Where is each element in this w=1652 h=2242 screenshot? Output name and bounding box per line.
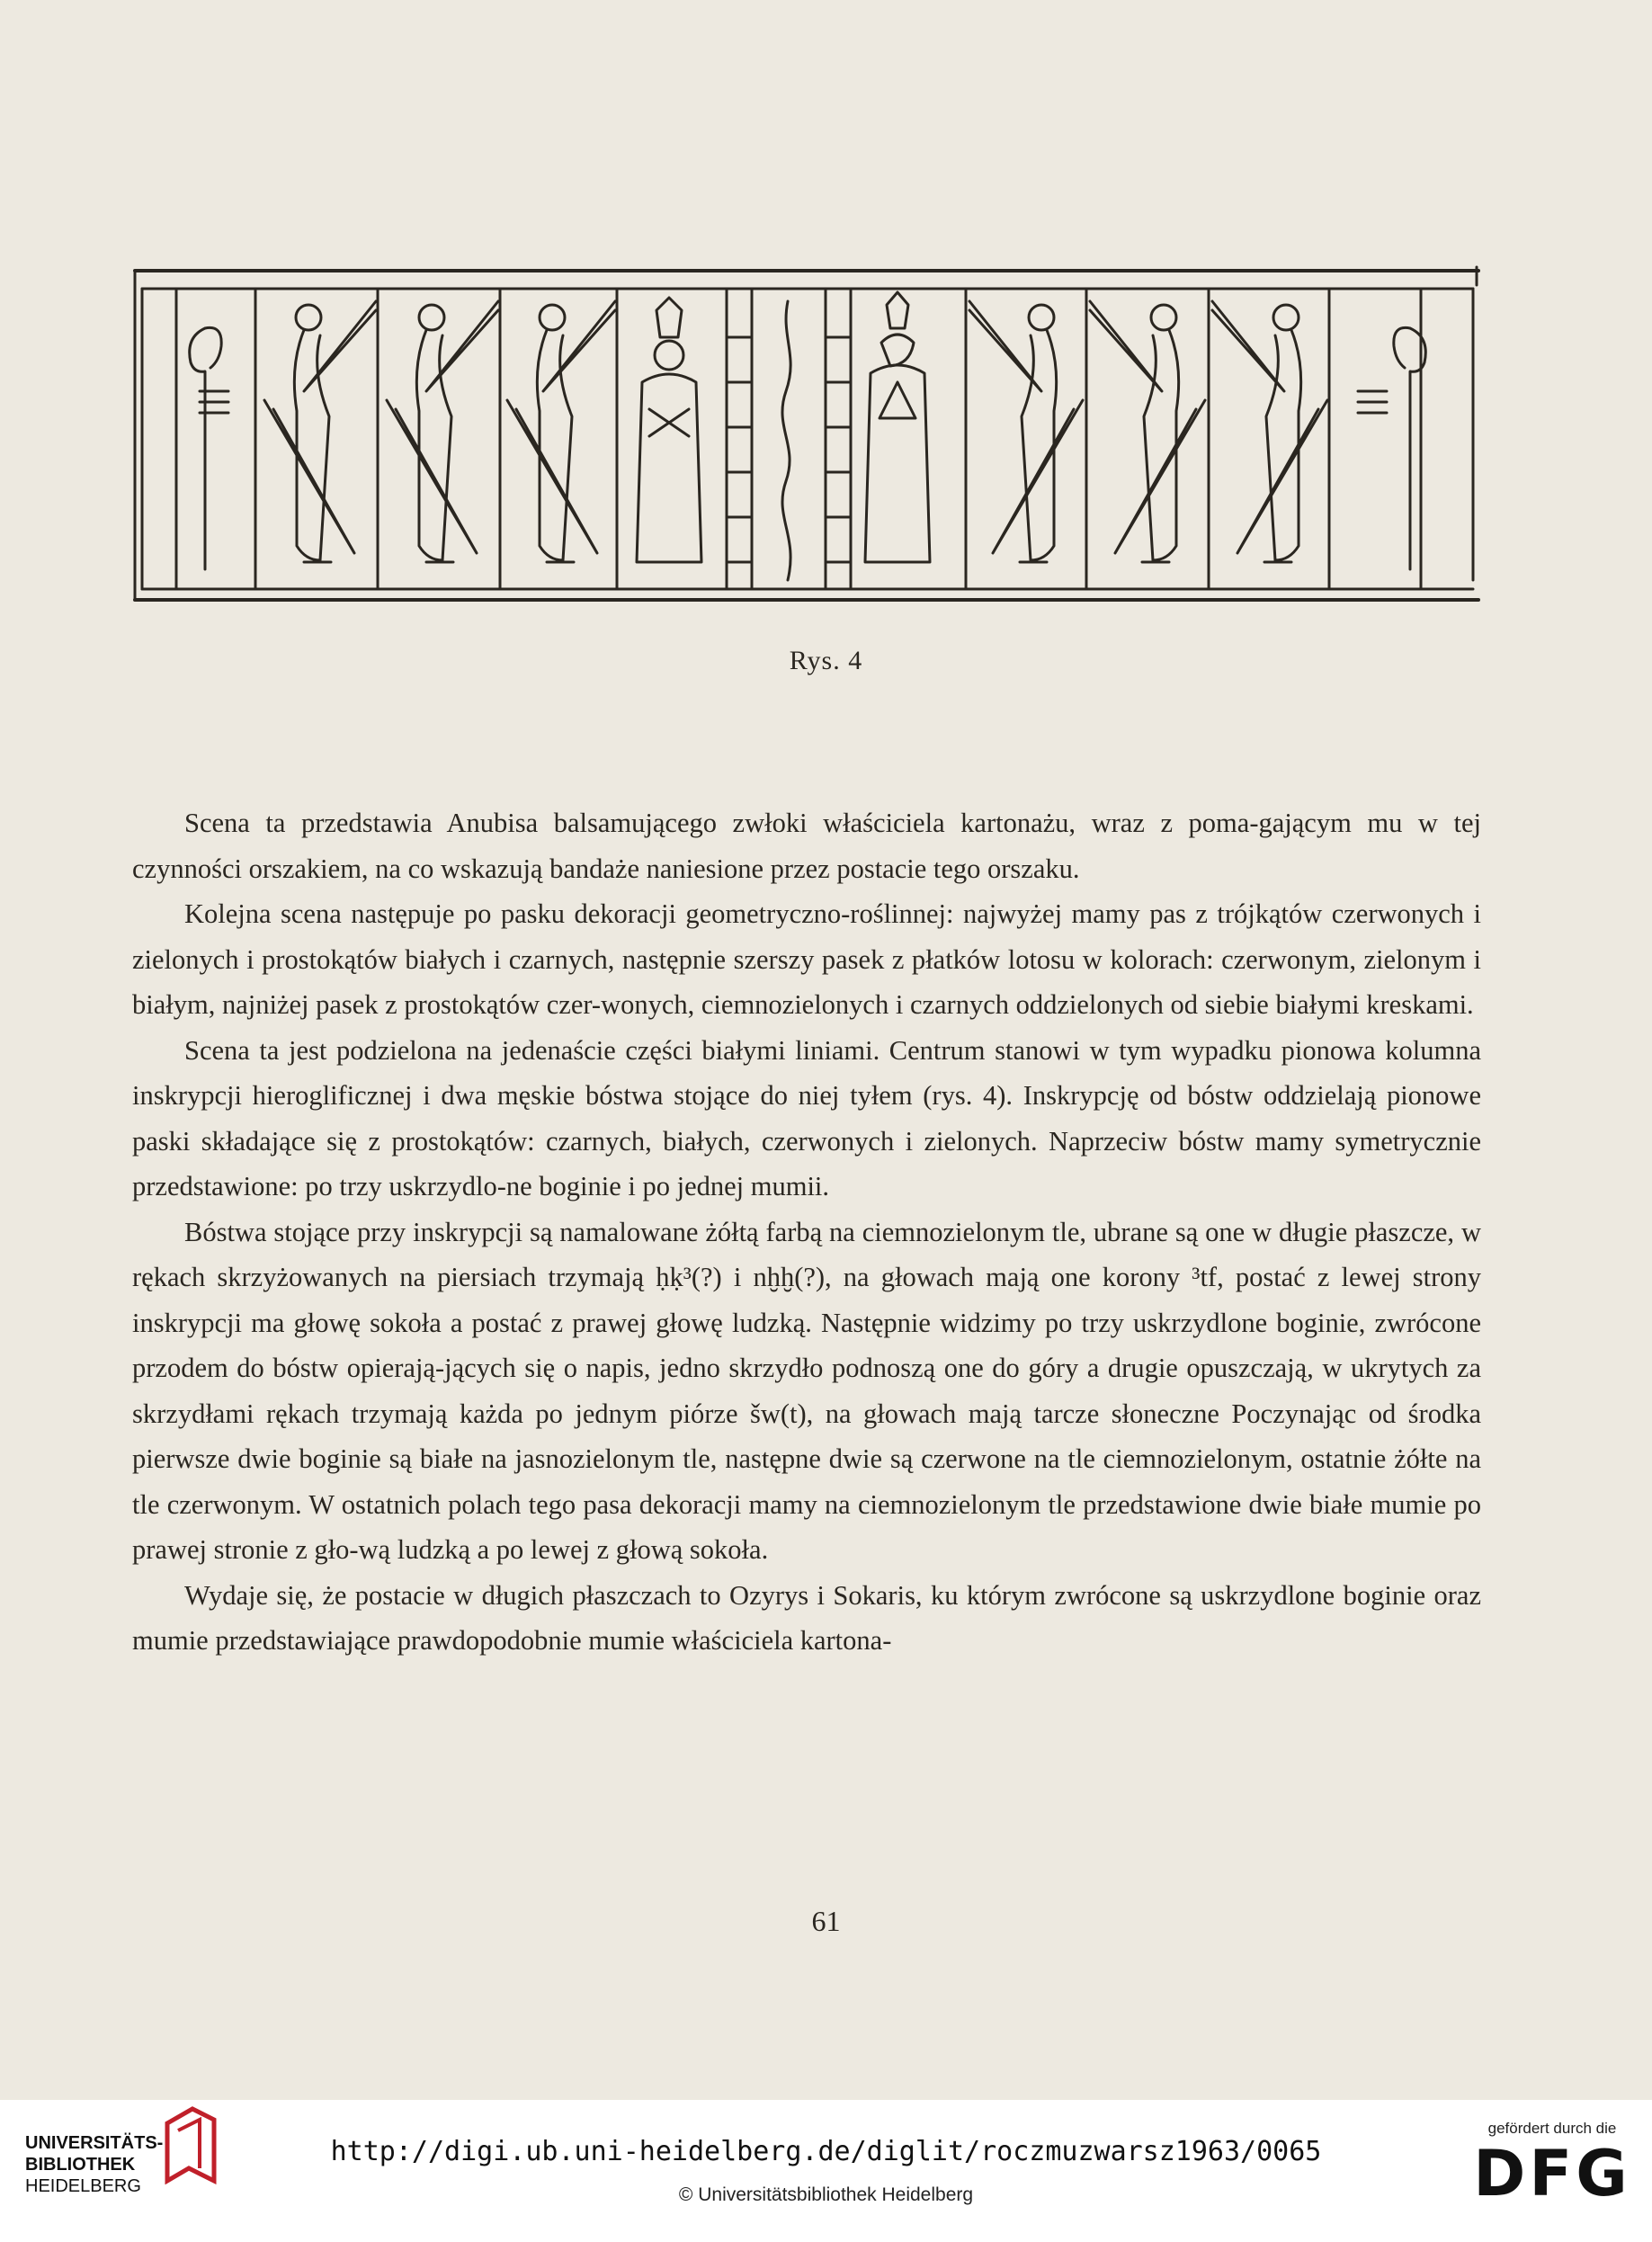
register-line-drawing <box>133 265 1480 609</box>
winged-goddess-5 <box>1090 301 1205 562</box>
paragraph: Scena ta jest podzielona na jedenaście części białymi liniami. Centrum stanowi w tym wypadku pionowa kolumna inskrypcji hieroglificznej i dwa męskie bóstwa stojące do niej tyłem (rys. 4). Inskrypcję od bóstw oddzielają pionowe paski składające się z prostokątów: czarnych, białych, czerwonych i zielonych. Naprzeciw bóstw mamy symetrycznie przedstawione: po trzy uskrzydlo-ne boginie i po jednej mumii. <box>132 1034 1481 1201</box>
side-strips <box>727 301 851 580</box>
winged-goddess-6 <box>1212 301 1327 562</box>
winged-goddess-1 <box>264 301 376 562</box>
paragraph: Wydaje się, że postacie w długich płaszczach to Ozyrys i Sokaris, ku którym zwrócone są uskrzydlone boginie oraz mumie przedstawiające prawdopodobnie mumie właściciela kartona- <box>132 1579 1481 1656</box>
winged-goddess-4 <box>969 301 1083 562</box>
library-name-line-1: UNIVERSITÄTS- <box>25 2133 164 2153</box>
dfg-logo: DFG <box>1473 2137 1631 2211</box>
mummy-right <box>1358 327 1425 569</box>
paragraph: Kolejna scena następuje po pasku dekoracji geometryczno-roślinnej: najwyżej mamy pas z trójkątów czerwonych i zielonych i prostokątów białych i czarnych, następnie szerszy pasek z płatków lotosu w kolorach: czerwonym, zielonym i białym, najniżej pasek z prostokątów czer-wonych, ciemnozielonych i czarnych oddzielonych od siebie białymi kreskami. <box>132 898 1481 1020</box>
figure-rys-4 <box>133 265 1480 609</box>
winged-goddess-2 <box>387 301 498 562</box>
copyright-notice: © Universitätsbibliothek Heidelberg <box>678 2184 974 2205</box>
winged-goddess-3 <box>507 301 615 562</box>
page-number: 61 <box>811 1905 841 1937</box>
figure-caption: Rys. 4 <box>789 646 863 675</box>
deity-human-head <box>637 298 701 562</box>
library-name-line-2: BIBLIOTHEK <box>25 2155 136 2175</box>
library-name-line-3: HEIDELBERG <box>25 2176 141 2196</box>
source-url-link[interactable]: http://digi.ub.uni-heidelberg.de/diglit/roczmuzwarsz1963/0065 <box>330 2136 1322 2167</box>
paragraph: Scena ta przedstawia Anubisa balsamującego zwłoki właściciela kartonażu, wraz z poma-gającym mu w tej czynności orszakiem, na co wskazują bandaże naniesione przez postacie tego orszaku. <box>132 808 1481 884</box>
body-text <box>132 800 1481 1664</box>
sponsor-label: gefördert durch die <box>1487 2120 1617 2137</box>
deity-falcon-head <box>865 292 930 562</box>
mummy-left <box>190 327 228 569</box>
footer-bar <box>0 2100 1652 2242</box>
paragraph: Bóstwa stojące przy inskrypcji są namalowane żółtą farbą na ciemnozielonym tle, ubrane są one w długie płaszcze, w rękach skrzyżowanych na piersiach trzymają ḥḳ³(?) i nḫḫ(?), na głowach mają one korony ³tf, postać z lewej strony inskrypcji ma głowę sokoła a postać z prawej głowę ludzką. Następnie widzimy po trzy uskrzydlone boginie, zwrócone przodem do bóstw opierają-jących się o napis, jedno skrzydło podnoszą one do góry a drugie opuszczają, w ukrytych za skrzydłami rękach trzymają każda po jednym piórze šw(t), na głowach mają tarcze słoneczne Poczynając od środka pierwsze dwie boginie są białe na jasnozielonym tle, następne dwie są czerwone na tle ciemnozielonym, ostatnie żółte na tle czerwonym. W ostatnich polach tego pasa dekoracji mamy na ciemnozielonym tle przedstawione dwie białe mumie po prawej stronie z gło-wą ludzką a po lewej z głową sokoła. <box>132 1216 1481 1565</box>
